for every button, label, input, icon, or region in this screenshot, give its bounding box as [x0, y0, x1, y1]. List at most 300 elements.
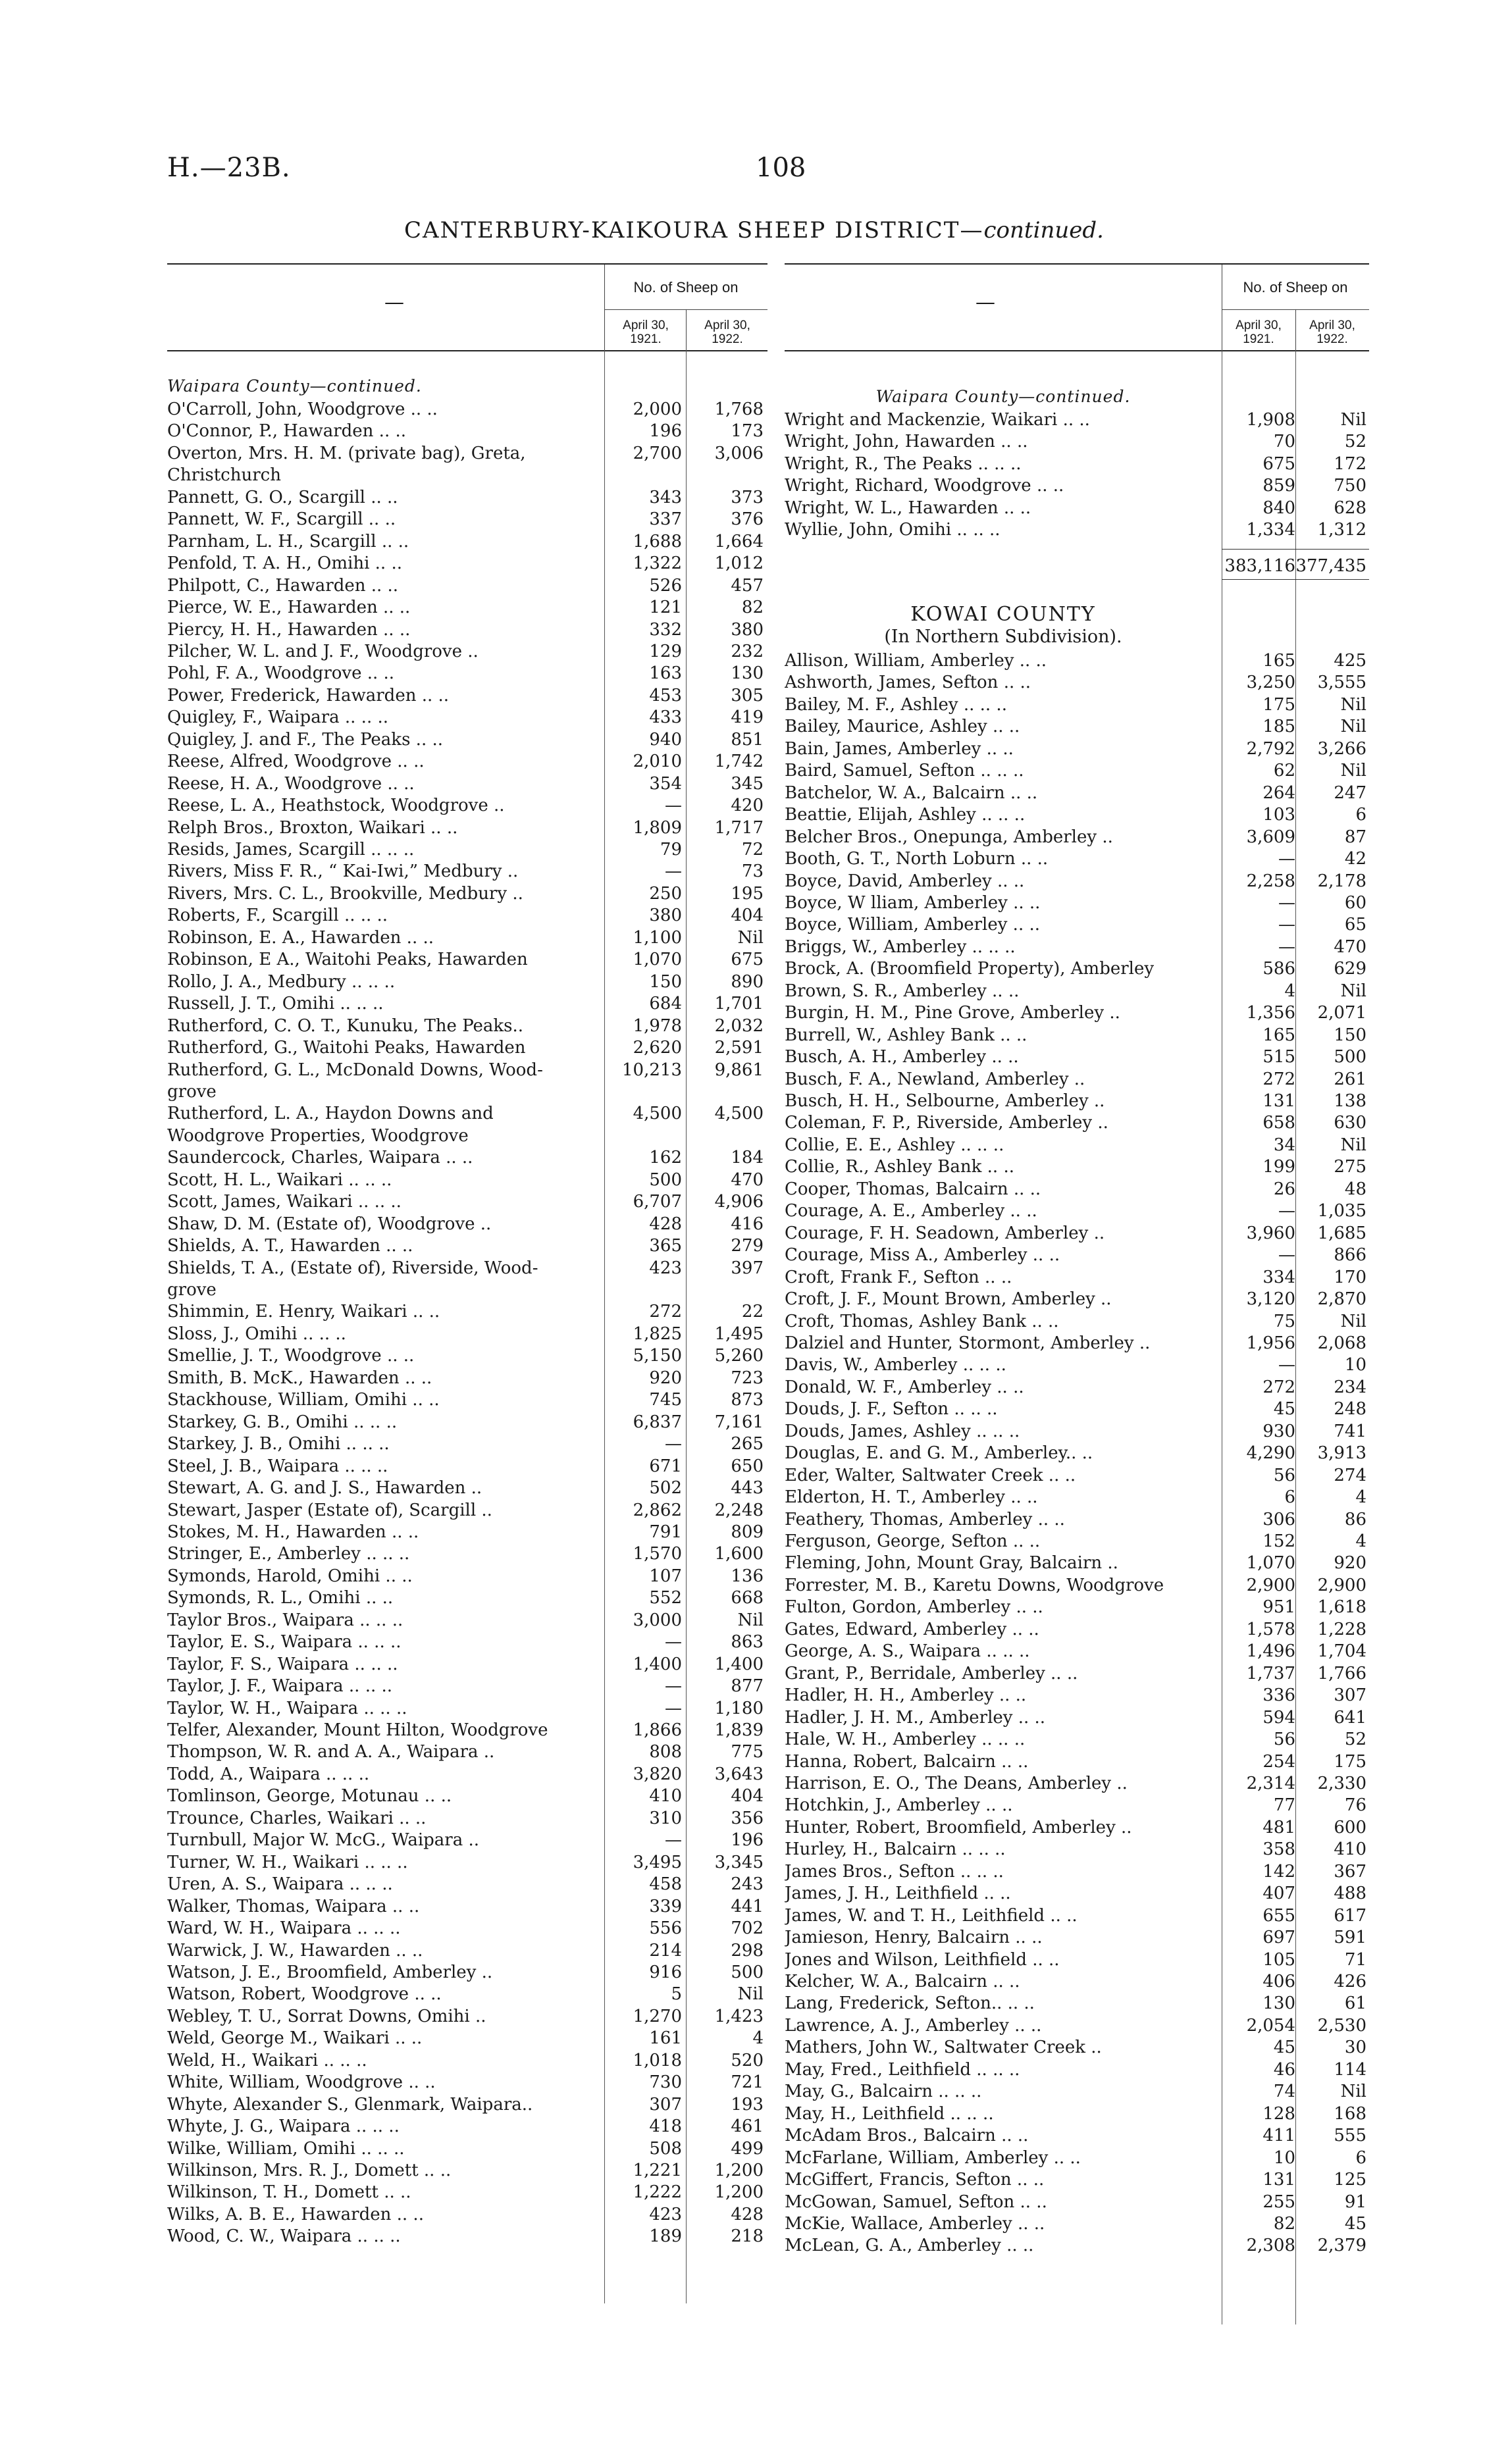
- table-row: [167, 2160, 767, 2182]
- owner-name: Quigley, J. and F., The Peaks .. ..: [167, 729, 443, 750]
- owner-name: Weld, H., Waikari .. .. ..: [167, 2050, 367, 2070]
- owner-name: McGiffert, Francis, Sefton .. ..: [785, 2170, 1045, 2190]
- sheep-1921: 410: [649, 1786, 682, 1807]
- owner-name: McAdam Bros., Balcairn .. ..: [785, 2126, 1029, 2146]
- table-row: [167, 1785, 767, 1807]
- sheep-1921: 380: [649, 906, 682, 926]
- title-continued: continued.: [983, 217, 1104, 244]
- sheep-1921: 508: [649, 2138, 682, 2159]
- table-row: [785, 672, 1369, 694]
- owner-name: Briggs, W., Amberley .. .. ..: [785, 937, 1016, 957]
- owner-name: Fleming, John, Mount Gray, Balcairn ..: [785, 1553, 1118, 1574]
- owner-name: Courage, F. H. Seadown, Amberley ..: [785, 1223, 1105, 1243]
- table-row: [167, 597, 767, 619]
- owner-name: grove: [167, 1081, 217, 1102]
- sheep-1921: 26: [1273, 1179, 1295, 1199]
- owner-name: Walker, Thomas, Waipara .. ..: [167, 1896, 420, 1916]
- owner-name: May, Fred., Leithfield .. .. ..: [785, 2059, 1020, 2080]
- table-row: [785, 2015, 1369, 2037]
- owner-name: Croft, Thomas, Ashley Bank .. ..: [785, 1311, 1059, 1331]
- sheep-1922: 457: [731, 575, 764, 596]
- owner-name: Pannett, W. F., Scargill .. ..: [167, 509, 396, 530]
- owner-name: Batchelor, W. A., Balcairn .. ..: [785, 783, 1038, 803]
- sheep-1921: 556: [649, 1918, 682, 1939]
- sheep-1921: 411: [1262, 2126, 1295, 2146]
- owner-name: Fulton, Gordon, Amberley .. ..: [785, 1597, 1043, 1618]
- sheep-1921: 354: [649, 773, 682, 794]
- owner-name: Symonds, R. L., Omihi .. ..: [167, 1588, 394, 1608]
- sheep-1921: 1,688: [633, 531, 682, 552]
- sheep-1921: —: [665, 1698, 682, 1718]
- owner-name: Uren, A. S., Waipara .. .. ..: [167, 1874, 393, 1895]
- table-row: [167, 531, 767, 553]
- sheep-1921: 79: [660, 840, 682, 860]
- sheep-1921: 1,221: [633, 2161, 682, 2180]
- sheep-1922: 420: [731, 796, 764, 816]
- sheep-1922: 470: [731, 1169, 764, 1190]
- sheep-1921: 481: [1262, 1817, 1295, 1837]
- sheep-1922: 3,555: [1317, 673, 1366, 693]
- owner-name: Croft, Frank F., Sefton .. ..: [785, 1267, 1012, 1287]
- table-row: [785, 827, 1369, 848]
- sheep-1922: 2,330: [1317, 1773, 1366, 1793]
- table-row: [167, 1676, 767, 1697]
- table-row: [785, 1707, 1369, 1729]
- sheep-1921: 3,120: [1246, 1289, 1295, 1310]
- table-row: [785, 1619, 1369, 1641]
- table-row: [785, 1421, 1369, 1443]
- sheep-1921: 418: [649, 2117, 682, 2137]
- sheep-1921: 3,820: [633, 1764, 682, 1784]
- sheep-1922: 232: [731, 641, 764, 661]
- sheep-1921: —: [665, 796, 682, 816]
- sheep-1921: 1,866: [633, 1720, 682, 1740]
- owner-name: Starkey, J. B., Omihi .. .. ..: [167, 1434, 390, 1454]
- table-row: [167, 1169, 767, 1191]
- sheep-1921: 2,054: [1246, 2015, 1295, 2036]
- table-row: [167, 2050, 767, 2072]
- sheep-1921: 107: [649, 1566, 682, 1586]
- table-row: [167, 1147, 767, 1169]
- name-column-dash: —: [975, 291, 995, 314]
- sheep-1922: 136: [731, 1566, 764, 1586]
- sheep-1922: 741: [1334, 1421, 1366, 1441]
- owner-name: James, J. H., Leithfield .. ..: [785, 1884, 1011, 1904]
- table-row: [167, 751, 767, 773]
- table-row: [167, 1741, 767, 1763]
- owner-name: Boyce, William, Amberley .. ..: [785, 915, 1041, 935]
- col-1921-heading: April 30, 1921.: [1235, 319, 1282, 346]
- table-row: [785, 2059, 1369, 2081]
- table-row: [167, 1896, 767, 1918]
- sheep-1922: 890: [731, 971, 764, 992]
- sheep-1922: 426: [1334, 1972, 1366, 1991]
- sheep-1921: 358: [1262, 1839, 1295, 1860]
- table-row: [785, 519, 1369, 541]
- sheep-1922: 150: [1334, 1025, 1366, 1045]
- owner-name: Russell, J. T., Omihi .. .. ..: [167, 994, 384, 1014]
- sheep-1922: 404: [731, 1786, 764, 1807]
- sheep-1921: 272: [1262, 1377, 1295, 1397]
- sheep-1922: 2,068: [1317, 1333, 1366, 1353]
- sheep-1922: 863: [731, 1632, 764, 1653]
- sheep-1922: 376: [731, 509, 764, 530]
- sheep-1921: 1,070: [1246, 1553, 1295, 1574]
- col-1921-heading: April 30, 1921.: [623, 319, 669, 346]
- table-row: [785, 1773, 1369, 1795]
- table-row: [785, 2169, 1369, 2191]
- table-row: [167, 1037, 767, 1059]
- table-row: [785, 892, 1369, 914]
- sheep-1922: 500: [731, 1962, 764, 1982]
- sheep-1922: 3,913: [1317, 1443, 1366, 1464]
- sheep-1922: 130: [731, 663, 764, 684]
- sheep-1921: —: [1278, 915, 1295, 935]
- owner-name: James Bros., Sefton .. .. ..: [785, 1861, 1004, 1882]
- sheep-1921: 129: [649, 641, 682, 661]
- sheep-1922: 380: [731, 619, 764, 640]
- owner-name: Beattie, Elijah, Ashley .. .. ..: [785, 805, 1026, 825]
- table-row: [167, 2138, 767, 2160]
- table-row: [167, 927, 767, 949]
- table-row: [785, 1663, 1369, 1685]
- owner-name: Taylor, W. H., Waipara .. .. ..: [167, 1698, 407, 1718]
- sheep-1921: 3,000: [633, 1610, 682, 1630]
- sheep-1921: —: [665, 1434, 682, 1454]
- owner-name: Hadler, H. H., Amberley .. ..: [785, 1685, 1027, 1706]
- table-row: [167, 1060, 767, 1081]
- table-row: [785, 804, 1369, 826]
- sheep-1921: —: [1278, 1201, 1295, 1221]
- sheep-1921: 310: [649, 1808, 682, 1828]
- owner-name: Overton, Mrs. H. M. (private bag), Greta,: [167, 443, 526, 463]
- total-1921: 383,116: [1224, 556, 1295, 576]
- table-row: [167, 1522, 767, 1543]
- sheep-1921: 75: [1273, 1311, 1295, 1331]
- sheep-1921: 423: [649, 2204, 682, 2224]
- owner-name: Brock, A. (Broomfield Property), Amberley: [785, 959, 1155, 979]
- sheep-1921: 406: [1262, 1972, 1295, 1991]
- sheep-1921: 423: [649, 1258, 682, 1278]
- table-row: [167, 2226, 767, 2247]
- table-row: [167, 1852, 767, 1874]
- sheep-1922: 520: [731, 2050, 764, 2070]
- table-row: [785, 1046, 1369, 1068]
- owner-name: Forrester, M. B., Karetu Downs, Woodgrove: [785, 1575, 1164, 1595]
- table-row: [785, 1487, 1369, 1508]
- owner-name: Jones and Wilson, Leithfield .. ..: [785, 1949, 1060, 1970]
- sheep-1922: 2,379: [1317, 2236, 1366, 2256]
- sheep-1921: —: [1278, 1245, 1295, 1266]
- sheep-1921: 254: [1262, 1751, 1295, 1772]
- table-row: [167, 2182, 767, 2203]
- sheep-1921: 255: [1262, 2192, 1295, 2212]
- table-row: [785, 1597, 1369, 1618]
- sheep-1922: 261: [1334, 1069, 1366, 1089]
- table-row: [167, 1191, 767, 1213]
- table-row: [785, 1135, 1369, 1156]
- sheep-1922: 675: [731, 950, 764, 970]
- owner-name: Lang, Frederick, Sefton.. .. ..: [785, 1993, 1035, 2014]
- table-row: [785, 1861, 1369, 1883]
- table-row: [785, 1971, 1369, 1993]
- owner-name: Harrison, E. O., The Deans, Amberley ..: [785, 1773, 1128, 1793]
- sheep-1922: 82: [741, 598, 764, 618]
- sheep-1922: 367: [1334, 1861, 1366, 1882]
- sheep-1921: 428: [649, 1214, 682, 1234]
- sheep-1921: 165: [1262, 651, 1295, 671]
- owner-name: White, William, Woodgrove .. ..: [167, 2072, 436, 2093]
- sheep-1921: 161: [649, 2028, 682, 2049]
- sheep-1922: 42: [1344, 849, 1366, 869]
- sheep-on-heading: No. of Sheep on: [633, 279, 739, 295]
- owner-name: Pohl, F. A., Woodgrove .. ..: [167, 663, 395, 684]
- section-heading: Waipara County—continued.: [875, 387, 1131, 406]
- owner-name: Scott, H. L., Waikari .. .. ..: [167, 1169, 392, 1190]
- owner-name: Hale, W. H., Amberley .. .. ..: [785, 1730, 1026, 1750]
- sheep-1921: 272: [1262, 1069, 1295, 1089]
- table-row: [785, 981, 1369, 1002]
- owner-name: Shimmin, E. Henry, Waikari .. ..: [167, 1302, 440, 1322]
- table-row: [167, 1477, 767, 1499]
- table-row: [785, 1993, 1369, 2015]
- table-row: [785, 1399, 1369, 1420]
- owner-name: Stokes, M. H., Hawarden .. ..: [167, 1522, 419, 1542]
- sheep-1921: 1,737: [1246, 1663, 1295, 1683]
- owner-name: Wilke, William, Omihi .. .. ..: [167, 2138, 405, 2159]
- owner-name: Reese, Alfred, Woodgrove .. ..: [167, 752, 425, 772]
- owner-name: Boyce, David, Amberley .. ..: [785, 871, 1025, 891]
- sheep-1921: 920: [649, 1368, 682, 1388]
- table-row: [785, 1641, 1369, 1662]
- table-row: [167, 1808, 767, 1830]
- table-row: [167, 1279, 767, 1301]
- owner-name: Turnbull, Major W. McG., Waipara ..: [167, 1830, 480, 1851]
- owner-name: Croft, J. F., Mount Brown, Amberley ..: [785, 1289, 1112, 1310]
- sheep-1922: 184: [731, 1148, 764, 1168]
- table-row: [785, 453, 1369, 475]
- table-row: [167, 421, 767, 442]
- right-table: [785, 263, 1369, 2256]
- sheep-1922: 279: [731, 1236, 764, 1256]
- sheep-1921: 334: [1262, 1267, 1295, 1287]
- owner-name: Allison, William, Amberley .. ..: [785, 651, 1047, 671]
- sheep-1921: 3,609: [1246, 827, 1295, 847]
- owner-name: Ward, W. H., Waipara .. .. ..: [167, 1918, 401, 1939]
- sheep-1921: —: [1278, 1355, 1295, 1375]
- owner-name: Feathery, Thomas, Amberley .. ..: [785, 1509, 1065, 1529]
- owner-name: Turner, W. H., Waikari .. .. ..: [167, 1852, 408, 1872]
- sheep-1922: 9,861: [714, 1060, 764, 1080]
- sheep-1922: 2,530: [1317, 2015, 1366, 2036]
- owner-name: Quigley, F., Waipara .. .. ..: [167, 707, 389, 728]
- sheep-1921: 3,960: [1246, 1223, 1295, 1243]
- sheep-1922: Nil: [1340, 1135, 1366, 1155]
- sheep-1921: 515: [1262, 1047, 1295, 1067]
- left-table-header: [167, 263, 767, 351]
- table-row: [167, 399, 767, 421]
- sheep-1922: 76: [1344, 1795, 1366, 1816]
- table-row: [785, 2103, 1369, 2125]
- owner-name: Shields, T. A., (Estate of), Riverside, Wood-: [167, 1258, 538, 1278]
- table-row: [785, 1377, 1369, 1399]
- header-divider: [604, 265, 605, 350]
- sheep-1921: 2,314: [1246, 1773, 1295, 1793]
- table-row: [167, 883, 767, 905]
- sheep-1922: 617: [1334, 1905, 1366, 1926]
- table-row: [167, 2204, 767, 2226]
- sheep-1921: 6,837: [633, 1412, 682, 1432]
- sheep-1922: 1,423: [714, 2006, 764, 2026]
- sheep-1922: 2,591: [714, 1038, 764, 1058]
- table-row: [167, 795, 767, 817]
- sheep-1922: 125: [1334, 2170, 1366, 2190]
- owner-name: George, A. S., Waipara .. .. ..: [785, 1641, 1030, 1662]
- owner-name: Scott, James, Waikari .. .. ..: [167, 1192, 402, 1212]
- table-row: [167, 2072, 767, 2093]
- total-row: [785, 555, 1369, 577]
- table-row: [167, 1389, 767, 1411]
- sheep-1921: —: [665, 1632, 682, 1653]
- sheep-1921: 433: [649, 707, 682, 728]
- table-row: [785, 2147, 1369, 2169]
- sheep-1922: 3,345: [714, 1852, 764, 1872]
- sheep-1922: 307: [1334, 1685, 1366, 1706]
- owner-name: Rivers, Miss F. R., “ Kai-Iwi,” Medbury ..: [167, 861, 519, 882]
- table-row: [785, 1949, 1369, 1971]
- table-row: [167, 1874, 767, 1895]
- owner-name: Wright, John, Hawarden .. ..: [785, 432, 1028, 452]
- sheep-1921: 162: [649, 1148, 682, 1168]
- table-row: [167, 1830, 767, 1851]
- table-row: [785, 694, 1369, 716]
- sheep-1922: 1,600: [714, 1544, 764, 1564]
- owner-name: Collie, E. E., Ashley .. .. ..: [785, 1135, 1004, 1155]
- sheep-1921: 552: [649, 1588, 682, 1608]
- sheep-1921: 128: [1262, 2103, 1295, 2124]
- sheep-1922: 356: [731, 1808, 764, 1828]
- sheep-1921: 103: [1262, 805, 1295, 825]
- sheep-1922: 5,260: [714, 1346, 764, 1366]
- sheep-1922: 2,900: [1317, 1575, 1366, 1595]
- sheep-1922: 168: [1334, 2103, 1366, 2124]
- sheep-1921: 1,956: [1246, 1333, 1295, 1353]
- table-row: [785, 1245, 1369, 1266]
- sheep-1922: 702: [731, 1918, 764, 1939]
- owner-name: Pierce, W. E., Hawarden .. ..: [167, 598, 411, 618]
- owner-name: McGowan, Samuel, Sefton .. ..: [785, 2192, 1047, 2212]
- table-row: [785, 1927, 1369, 1949]
- table-row: [785, 1156, 1369, 1178]
- table-row: [785, 1200, 1369, 1222]
- sheep-1922: 275: [1334, 1157, 1366, 1177]
- owner-name: Rutherford, L. A., Haydon Downs and: [167, 1104, 494, 1124]
- owner-name: Shields, A. T., Hawarden .. ..: [167, 1236, 413, 1256]
- sheep-1921: 74: [1273, 2082, 1295, 2102]
- table-row: [785, 1112, 1369, 1134]
- owner-name: Ashworth, James, Sefton .. ..: [785, 673, 1031, 693]
- owner-name: grove: [167, 1280, 217, 1300]
- owner-name: Stringer, E., Amberley .. .. ..: [167, 1544, 410, 1564]
- owner-name: Tomlinson, George, Motunau .. ..: [167, 1786, 452, 1807]
- owner-name: McKie, Wallace, Amberley .. ..: [785, 2213, 1045, 2234]
- owner-name: Wilkinson, T. H., Domett .. ..: [167, 2182, 411, 2203]
- sheep-1922: 196: [731, 1830, 764, 1851]
- section-heading: Waipara County—continued.: [167, 376, 422, 396]
- owner-name: Symonds, Harold, Omihi .. ..: [167, 1566, 413, 1586]
- sheep-1921: 105: [1262, 1949, 1295, 1970]
- table-row: [785, 1509, 1369, 1531]
- sheep-1922: 628: [1334, 498, 1366, 518]
- sheep-1922: Nil: [1340, 717, 1366, 737]
- sheep-1922: 410: [1334, 1839, 1366, 1860]
- sheep-1922: 443: [731, 1478, 764, 1499]
- table-row: [167, 1456, 767, 1477]
- table-row: [167, 2028, 767, 2049]
- sheep-1921: 859: [1262, 476, 1295, 496]
- sheep-1921: 697: [1262, 1928, 1295, 1948]
- owner-name: Philpott, C., Hawarden .. ..: [167, 575, 399, 596]
- sheep-1921: 745: [649, 1390, 682, 1410]
- sheep-1922: 6: [1355, 2147, 1366, 2168]
- sheep-1921: 199: [1262, 1157, 1295, 1177]
- sheep-1921: 1,100: [633, 927, 682, 948]
- table-row: [167, 1258, 767, 1279]
- owner-name: Collie, R., Ashley Bank .. ..: [785, 1157, 1014, 1177]
- owner-name: Shaw, D. M. (Estate of), Woodgrove ..: [167, 1214, 492, 1234]
- sheep-1922: 416: [731, 1214, 764, 1234]
- sheep-1922: Nil: [1340, 694, 1366, 715]
- sheep-1922: 298: [731, 1940, 764, 1961]
- sheep-1921: 594: [1262, 1707, 1295, 1728]
- owner-name: Rutherford, G. L., McDonald Downs, Wood-: [167, 1060, 543, 1080]
- owner-name: Trounce, Charles, Waikari .. ..: [167, 1808, 427, 1828]
- table-row: [785, 2192, 1369, 2213]
- table-row: [167, 993, 767, 1015]
- sheep-1922: 4: [752, 2028, 764, 2049]
- sheep-1922: 305: [731, 685, 764, 706]
- sheep-1922: 630: [1334, 1113, 1366, 1133]
- sheep-1921: 458: [649, 1874, 682, 1895]
- sheep-1922: 65: [1344, 915, 1366, 935]
- owner-name: Taylor, J. F., Waipara .. .. ..: [167, 1676, 393, 1697]
- header-divider: [686, 309, 687, 350]
- total-rule: [1222, 579, 1369, 580]
- sheep-1921: 46: [1273, 2059, 1295, 2080]
- table-row: [785, 498, 1369, 519]
- sheep-1921: 10: [1273, 2147, 1295, 2168]
- sheep-1922: 1,704: [1317, 1641, 1366, 1662]
- sheep-1922: 175: [1334, 1751, 1366, 1772]
- sheep-1921: 185: [1262, 717, 1295, 737]
- sheep-1922: 1,664: [714, 531, 764, 552]
- table-row: [785, 1443, 1369, 1464]
- sheep-1922: 600: [1334, 1817, 1366, 1837]
- owner-name: Todd, A., Waipara .. .. ..: [167, 1764, 370, 1784]
- table-row: [167, 1081, 767, 1103]
- sheep-1922: 873: [731, 1390, 764, 1410]
- table-row: [167, 1301, 767, 1323]
- sheep-1922: 2,032: [714, 1015, 764, 1036]
- owner-name: Douglas, E. and G. M., Amberley.. ..: [785, 1443, 1093, 1464]
- sheep-1922: 775: [731, 1742, 764, 1762]
- sheep-1921: 163: [649, 663, 682, 684]
- table-row: [167, 1500, 767, 1522]
- owner-name: Davis, W., Amberley .. .. ..: [785, 1355, 1006, 1375]
- table-row: [167, 1103, 767, 1125]
- table-row: [785, 1091, 1369, 1112]
- sheep-1921: 684: [649, 994, 682, 1014]
